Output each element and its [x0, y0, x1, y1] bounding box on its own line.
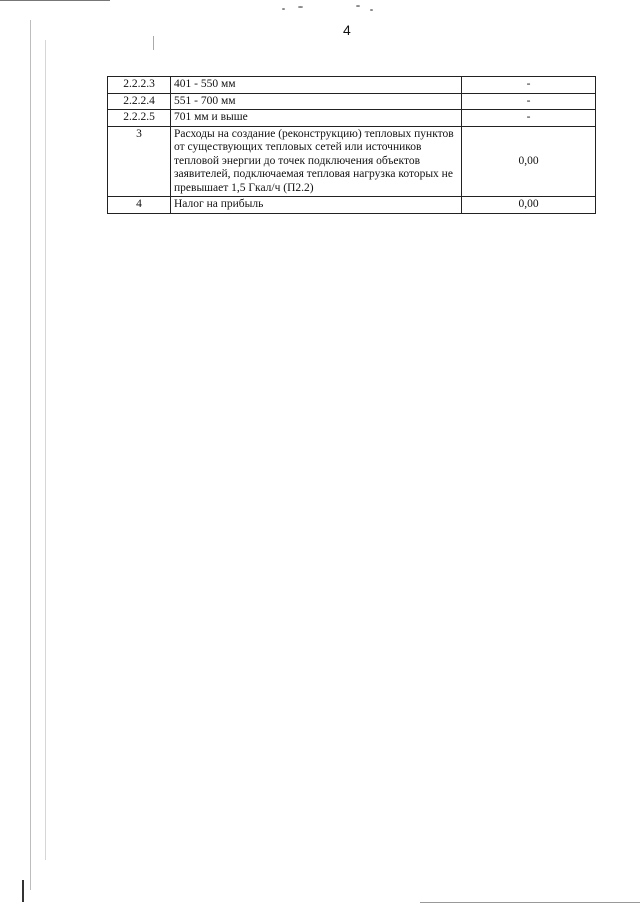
scan-edge-left-2: [45, 40, 46, 860]
row-code: 4: [108, 197, 171, 214]
row-value: -: [462, 93, 596, 110]
cost-table: [107, 76, 596, 214]
row-value: 0,00: [462, 126, 596, 197]
scan-edge-bottom: [420, 902, 640, 903]
row-value: -: [462, 77, 596, 94]
table-row: [108, 126, 596, 197]
scan-edge-left: [30, 20, 31, 890]
row-name: 401 - 550 мм: [171, 77, 462, 94]
row-value: -: [462, 110, 596, 127]
scan-mark-upper: [153, 36, 154, 50]
row-name: Расходы на создание (реконструкцию) тепловых пунктов от существующих тепловых сетей или источников тепловой энергии до точек подключения объектов заявителей, подключаемая тепловая нагрузка которых не превышает 1,5 Гкал/ч (П2.2): [171, 126, 462, 197]
scan-speck: [370, 9, 373, 11]
row-code: 2.2.2.5: [108, 110, 171, 127]
row-name: 701 мм и выше: [171, 110, 462, 127]
scan-speck: [298, 6, 303, 8]
row-name: Налог на прибыль: [171, 197, 462, 214]
row-code: 2.2.2.4: [108, 93, 171, 110]
scan-edge-top: [0, 0, 110, 1]
row-value: 0,00: [462, 197, 596, 214]
row-name: 551 - 700 мм: [171, 93, 462, 110]
row-code: 2.2.2.3: [108, 77, 171, 94]
table-row: [108, 197, 596, 214]
table-row: [108, 77, 596, 94]
scan-mark-bottom: [22, 880, 24, 902]
page-number: 4: [343, 22, 351, 38]
table-row: [108, 110, 596, 127]
table-row: [108, 93, 596, 110]
scan-speck: [356, 5, 360, 7]
row-code: 3: [108, 126, 171, 197]
scan-speck: [282, 8, 285, 10]
